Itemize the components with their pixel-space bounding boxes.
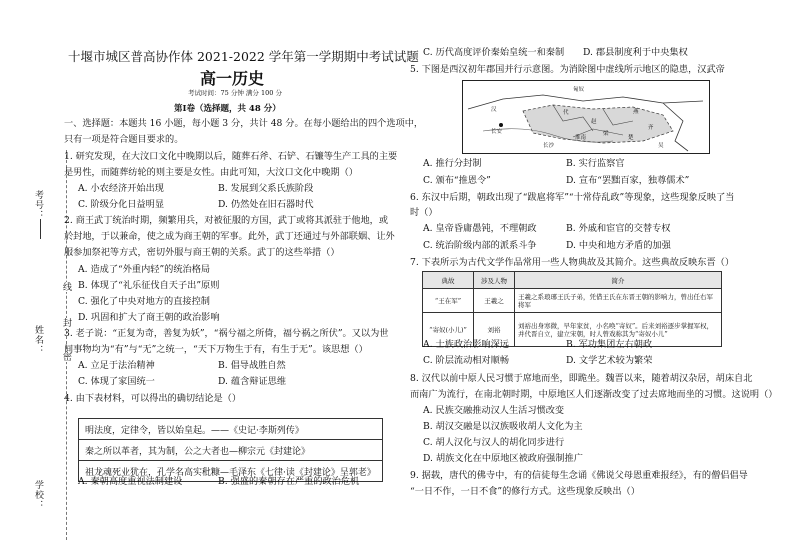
q9-stem-1: 9. 据载，唐代的佛寺中，有的信徒每生念诵《佛说父母恩重难报经》，有的僧侣倡导 (410, 470, 748, 481)
q4-option-c[interactable]: C. 历代高度评价秦始皇统一和秦制 (423, 47, 565, 58)
map-label-yan: 燕 (633, 109, 639, 115)
q8-option-c[interactable]: C. 胡人汉化与汉人的胡化同步进行 (423, 437, 565, 448)
q7-header-intro: 简介 (515, 272, 722, 289)
q4-row-1: 明法度，定律令，皆以始皇起。——《史记·李斯列传》 (79, 419, 383, 440)
q4-option-a[interactable]: A. 秦朝高度重视法制建设 (78, 476, 183, 487)
q1-stem-1: 1. 研究发现，在大汶口文化中晚期以后，随葬石斧、石铲、石镰等生产工具的主要 (64, 151, 398, 162)
q2-stem-1: 2. 商王武丁统治时期，频繁用兵，对被征服的方国，武丁或将其派驻于他地，或 (64, 215, 389, 226)
q3-stem-2: 间事物均为“有”与“无”之统一，“天下万物生于有，有生于无”。该思想（） (64, 344, 368, 355)
q1-option-a[interactable]: A. 小农经济开始出现 (78, 183, 164, 194)
map-label-han: 汉 (491, 107, 497, 113)
q6-option-d[interactable]: D. 中央和地方矛盾的加强 (566, 240, 671, 251)
q8-option-b[interactable]: B. 胡汉交融是以汉族吸收胡人文化为主 (423, 421, 583, 432)
q4-row-2: 秦之所以革者，其为制，公之大者也—柳宗元《封建论》 (79, 440, 383, 461)
q8-option-a[interactable]: A. 民族交融推动汉人生活习惯改变 (423, 405, 565, 416)
q7-cell: “寄奴(小儿)” (423, 313, 474, 347)
intro-line-2: 只有一项是符合题目要求的。 (64, 134, 184, 145)
q7-option-c[interactable]: C. 阶层流动相对顺畅 (423, 355, 510, 366)
q6-option-a[interactable]: A. 皇帝昏庸愚钝，不理朝政 (423, 223, 537, 234)
school-label: 学校： (33, 480, 43, 510)
q7-stem: 7. 下表所示为古代文学作品常用一些人物典故及其简介。这些典故反映东晋（） (410, 257, 735, 268)
binding-seal2-char: 密 (61, 352, 71, 362)
section-heading: 第Ⅰ卷（选择题，共 48 分） (174, 104, 281, 114)
q9-stem-2: “一日不作，一日不食”的修行方式。这些现象反映出（） (410, 486, 640, 497)
q6-stem-1: 6. 东汉中后期，朝政出现了“跋扈将军”“十常侍乱政”等现象，这些现象反映了当 (410, 192, 735, 203)
map-label-zhao: 赵 (591, 119, 597, 125)
q7-cell: 王羲之系琅琊王氏子弟，凭借王氏在东晋王朝的影响力，曾出任右军将军 (515, 289, 722, 313)
q7-cell: “王在军” (423, 289, 474, 313)
q7-option-b[interactable]: B. 军功集团左右朝政 (566, 339, 653, 350)
exam-info: 考试时间：75 分钟 满分 100 分 (188, 89, 282, 97)
q3-option-d[interactable]: D. 蕴含辩证思维 (218, 376, 287, 387)
exam-number-label: 考号： (33, 190, 43, 220)
q7-header-allusion: 典故 (423, 272, 474, 289)
table-row (79, 440, 383, 461)
q2-option-d[interactable]: D. 巩固和扩大了商王朝的政治影响 (78, 312, 220, 323)
map-label-chu: 楚 (628, 135, 634, 141)
q5-map-drawing (463, 81, 709, 153)
map-label-wu: 吴 (658, 143, 664, 149)
q5-stem: 5. 下图是西汉初年郡国并行示意图。为消除图中虚线所示地区的隐患，汉武帝 (410, 64, 725, 75)
q1-option-b[interactable]: B. 发展到父系氏族阶段 (218, 183, 314, 194)
q6-option-c[interactable]: C. 统治阶级内部的派系斗争 (423, 240, 537, 251)
q4-option-d[interactable]: D. 郡县制度利于中央集权 (583, 47, 688, 58)
q7-cell: 刘裕 (474, 313, 515, 347)
map-label-changsha: 长沙 (543, 143, 555, 149)
q8-stem-1: 8. 汉代以前中原人民习惯于席地而坐，即跪坐。魏晋以来，随着胡汉杂居，胡床自北 (410, 373, 753, 384)
q7-table (422, 271, 722, 347)
q4-stem: 4. 由下表材料，可以得出的确切结论是（） (64, 393, 242, 404)
table-row (79, 419, 383, 440)
q3-stem-1: 3. 老子说：“正复为奇，善复为妖”，“祸兮福之所倚，福兮祸之所伏”。又以为世 (64, 328, 389, 339)
map-label-liang: 梁 (603, 131, 609, 137)
q2-option-b[interactable]: B. 体现了“礼乐征伐自天子出”原则 (78, 280, 220, 291)
map-label-changan: 长安 (491, 129, 503, 135)
q8-stem-2: 而南广为流行，在南北朝时期，中原地区人们逐渐改变了过去席地而坐的习惯。这说明（） (410, 389, 778, 400)
name-label: 姓名： (33, 325, 43, 355)
q2-option-a[interactable]: A. 造成了“外重内轻”的统治格局 (78, 264, 211, 275)
map-label-qi: 齐 (648, 125, 654, 131)
q3-option-a[interactable]: A. 立足于法治精神 (78, 360, 155, 371)
binding-line-char: 线 (61, 282, 71, 292)
q6-stem-2: 时（） (410, 207, 438, 218)
q2-stem-3: 服参加祭祀等方式，密切外服与商王朝的关系。武丁的这些举措（） (64, 247, 340, 258)
q1-option-c[interactable]: C. 阶级分化日益明显 (78, 199, 165, 210)
q2-option-c[interactable]: C. 强化了中央对地方的直接控制 (78, 296, 210, 307)
q4-source-table (78, 418, 383, 482)
q7-cell: 王羲之 (474, 289, 515, 313)
q5-option-d[interactable]: D. 宣布“罢黜百家，独尊儒术” (566, 175, 690, 186)
q5-option-c[interactable]: C. 颁布“推恩令” (423, 175, 491, 186)
binding-seal-char: 封 (61, 318, 71, 328)
q1-stem-2: 是男性，而随葬纺轮的则主要是女性。由此可知，大汶口文化中晚期（） (64, 167, 358, 178)
q1-option-d[interactable]: D. 仍然处在旧石器时代 (218, 199, 314, 210)
q5-option-a[interactable]: A. 推行分封制 (423, 158, 482, 169)
q7-header-person: 涉及人物 (474, 272, 515, 289)
q5-option-b[interactable]: B. 实行监察官 (566, 158, 625, 169)
subject-title: 高一历史 (200, 69, 265, 88)
exam-title: 十堰市城区普高协作体 2021-2022 学年第一学期期中考试试题 (68, 49, 419, 64)
q8-option-d[interactable]: D. 胡族文化在中原地区被政府强制推广 (423, 453, 583, 464)
q7-cell: 刘裕出身寒微，早年家贫，小名唤“寄奴”。后来刘裕逐步掌握军权，并代晋自立，建立宋朝，时人曾戏称其为“寄奴小儿” (515, 313, 722, 347)
q5-map (462, 80, 710, 154)
q4-row-3: 祖龙魂死业犹在，孔学名高实秕糠—毛泽东《七律·读《封建论》呈郭老》 (79, 461, 383, 482)
q7-option-a[interactable]: A. 士族政治影响深远 (423, 339, 509, 350)
map-label-xiongnu: 匈奴 (573, 87, 585, 93)
table-header-row (423, 272, 722, 289)
map-label-dai: 代 (563, 110, 569, 116)
table-row (423, 289, 722, 313)
q6-option-b[interactable]: B. 外戚和宦官的交替专权 (566, 223, 671, 234)
q2-stem-2: 於封地，于以兼命，使之成为商王朝的军事。此外，武丁还通过与外部联姻、让外 (64, 231, 395, 242)
exam-number-blank[interactable] (39, 219, 41, 239)
q4-option-b[interactable]: B. 强盛的秦朝存在严重的政治危机 (218, 476, 360, 487)
q3-option-b[interactable]: B. 倡导战胜自然 (218, 360, 286, 371)
map-label-huainan: 淮南 (575, 135, 587, 141)
q7-option-d[interactable]: D. 文学艺术较为繁荣 (566, 355, 653, 366)
intro-line-1: 一、选择题：本题共 16 小题，每小题 3 分，共计 48 分。在每小题给出的四个选项中， (64, 118, 424, 129)
q3-option-c[interactable]: C. 体现了家国统一 (78, 376, 155, 387)
